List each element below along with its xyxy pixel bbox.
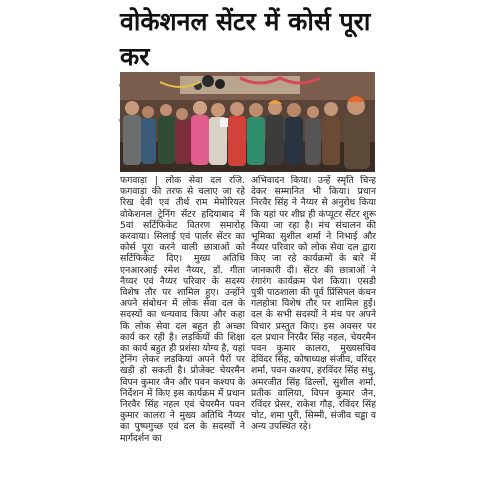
article-column-1: [120, 175, 245, 497]
article-body: [120, 175, 376, 497]
group-photo-icon: [120, 72, 375, 172]
group-photo: [120, 72, 375, 172]
headline-line-1: वोकेशनल सेंटर में कोर्स पूरा कर: [120, 7, 371, 71]
article-column-2: [251, 175, 376, 497]
article-text-col-2: अभिवादन किया। उन्हें स्मृति चिन्ह देकर सम्मानित भी किया। प्रधान निरवैर सिंह ने नैय्यर से अनुरोध किया कि यहां पर शीघ्र ही कंप्यूटर सेंटर शुरू किया जा रहा है। मंच संचालन की भूमिका सुशील शर्मा ने निभाई और नैय्यर परिवार को लोक सेवा दल द्वारा किए जा रहे कार्यक्रमों के बारे में जानकारी दी। सेंटर की छात्राओं ने रंगारंग कार्यक्रम पेश किया। एसडी पुत्री पाठशाला की पूर्व प्रिंसिपल कंचन गलहोत्रा विशेष तौर पर शामिल हुईं। दल के सभी सदस्यों ने मंच पर अपने विचार प्रस्तुत किए। इस अवसर पर दल प्रधान निरवैर सिंह नहल, चेयरमैन पवन कुमार कालरा, मुख्यसचिव देविंदर सिंह, कोषाध्यक्ष संजीव, वरिंदर शर्मा, पवन कश्यप, हरविंदर सिंह संधु, अमरजीत सिंह ढिल्लों, सुशील शर्मा, प्रतीक वालिया, विपन कुमार जैन, रविंदर प्रेसर, राकेश गौड़, रविंदर सिंह चोट, शमा पुरी, सिम्मी, संजीव चड्ढा व अन्य उपस्थित रहे।: [251, 175, 376, 433]
article-text-col-1: फगवाड़ा | लोक सेवा दल रजि. फगवाड़ा की तरफ से चलाए जा रहे रिख देवी एवं तीर्थ राम मेमोरियल वोकेशनल ट्रेनिंग सेंटर हदियाबाद में 5वां सर्टिफिकेट वितरण समारोह करवाया। सिलाई एवं पार्लर सेंटर का कोर्स पूरा करने वाली छात्राओं को सर्टिफिकेट दिए। मुख्य अतिथि एनआरआई रमेश नैय्यर, डॉ. गीता नैय्यर एवं नैय्यर परिवार के सदस्य विशेष तौर पर शामिल हुए। उन्होंने अपने संबोधन में लोक सेवा दल के सदस्यों का धन्यवाद किया और कहा कि लोक सेवा दल बहुत ही अच्छा कार्य कर रही है। लड़कियों की शिक्षा का कार्य बहुत ही प्रशंसा योग्य है, यहां ट्रेनिंग लेकर लड़कियां अपने पैरों पर खड़ी हो सकती है। प्रोजेक्ट चेयरमैन विपन कुमार जैन और पवन कश्यप के निर्देशन में किए इस कार्यक्रम में प्रधान निरवैर सिंह नहल एवं चेयरमैन पवन कुमार कालरा ने मुख्य अतिथि नैय्यर का पुष्पगुच्छ एवं दल के सदस्यों ने मार्गदर्शन का: [120, 175, 245, 444]
